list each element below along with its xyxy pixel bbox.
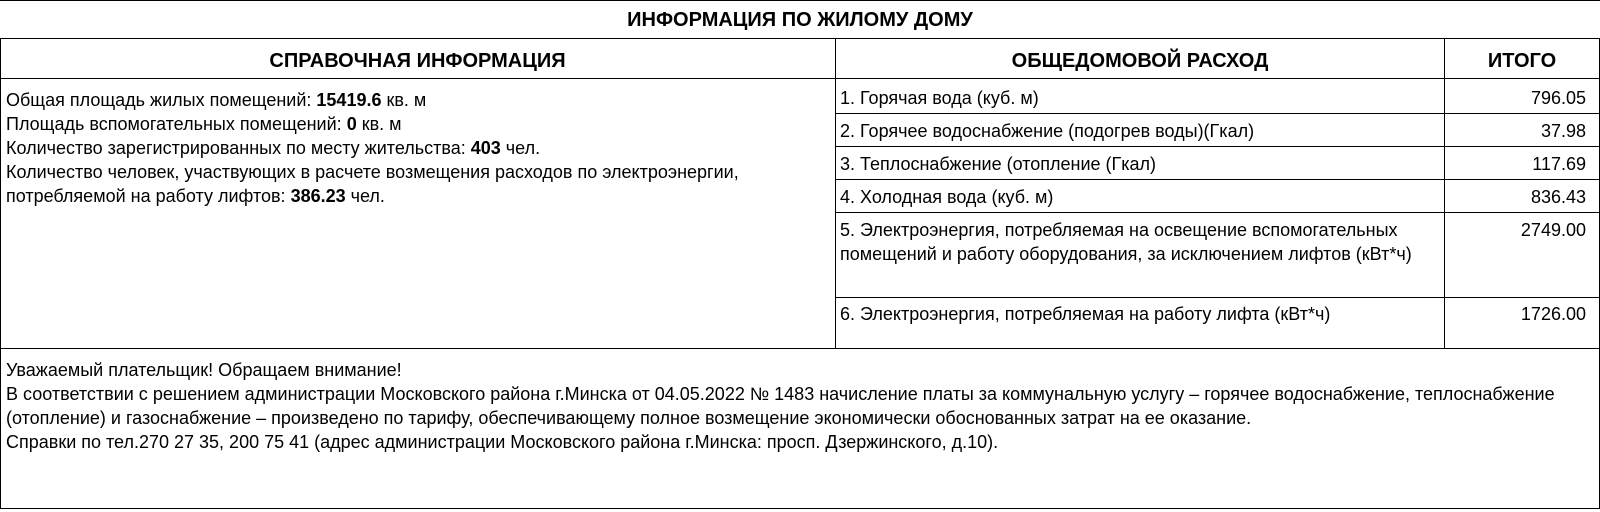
table-bottom-border [0,348,1600,349]
expense-total-6: 1726.00 [1520,304,1586,324]
expense-name-2: 2. Горячее водоснабжение (подогрев воды)(Гкал) [840,121,1255,141]
header-bottom-border [0,78,1600,79]
expense-row-separator [835,113,1600,114]
notice-bottom-border [0,508,1600,509]
expense-total-3: 117.69 [1532,154,1586,174]
expense-row-separator [835,297,1600,298]
info-line-auxiliary-area: Площадь вспомогательных помещений: 0 кв. м [6,114,402,134]
info-line-registered-count: Количество зарегистрированных по месту жительства: 403 чел. [6,138,541,158]
expense-name-1: 1. Горячая вода (куб. м) [840,88,1039,108]
expense-name-3: 3. Теплоснабжение (отопление (Гкал) [840,154,1157,174]
payer-notice [6,358,1586,454]
notice-greeting: Уважаемый плательщик! Обращаем внимание! [6,360,402,380]
expense-total-1: 796.05 [1530,88,1586,108]
divider-reference-expense [835,38,836,349]
expense-total-2: 37.98 [1540,121,1586,141]
header-reference: СПРАВОЧНАЯ ИНФОРМАЦИЯ [269,50,566,72]
living-area-value: 15419.6 [316,90,382,110]
left-border [0,38,1,509]
info-line-elevator-persons: Количество человек, участвующих в расчете возмещения расходов по электроэнергии, потребляемой на работу лифтов: 386.23 чел. [6,162,739,206]
expense-total-5: 2749.00 [1520,220,1586,240]
notice-decision: В соответствии с решением администрации Московского района г.Минска от 04.05.2022 № 1483 начисление платы за коммунальную услугу – горячее водоснабжение, теплоснабжение (отопление) и газоснабжение – произведено по тарифу, обеспечивающему полное возмещение экономически обоснованных затрат на ее оказание. [6,384,1555,428]
header-total: ИТОГО [1487,50,1557,72]
expense-name-4: 4. Холодная вода (куб. м) [840,187,1054,207]
page-title: ИНФОРМАЦИЯ ПО ЖИЛОМУ ДОМУ [627,9,973,31]
info-line-living-area: Общая площадь жилых помещений: 15419.6 кв. м [6,90,427,110]
auxiliary-area-value: 0 [346,114,357,134]
expense-total-4: 836.43 [1530,187,1586,207]
expense-row-separator [835,146,1600,147]
expense-row-separator [835,212,1600,213]
expense-name-5: 5. Электроэнергия, потребляемая на освещение вспомогательных помещений и работу оборудования, за исключением лифтов (кВт*ч) [840,220,1412,264]
reference-info [6,88,826,208]
registered-count-value: 403 [470,138,501,158]
expense-name-6: 6. Электроэнергия, потребляемая на работу лифта (кВт*ч) [840,304,1331,324]
expense-row-separator [835,179,1600,180]
top-border [0,0,1600,1]
title-bottom-border [0,38,1600,39]
notice-contacts: Справки по тел.270 27 35, 200 75 41 (адрес администрации Московского района г.Минска: просп. Дзержинского, д.10). [6,432,999,452]
elevator-persons-value: 386.23 [290,186,346,206]
divider-expense-total [1444,38,1445,349]
header-expense: ОБЩЕДОМОВОЙ РАСХОД [1011,50,1269,72]
